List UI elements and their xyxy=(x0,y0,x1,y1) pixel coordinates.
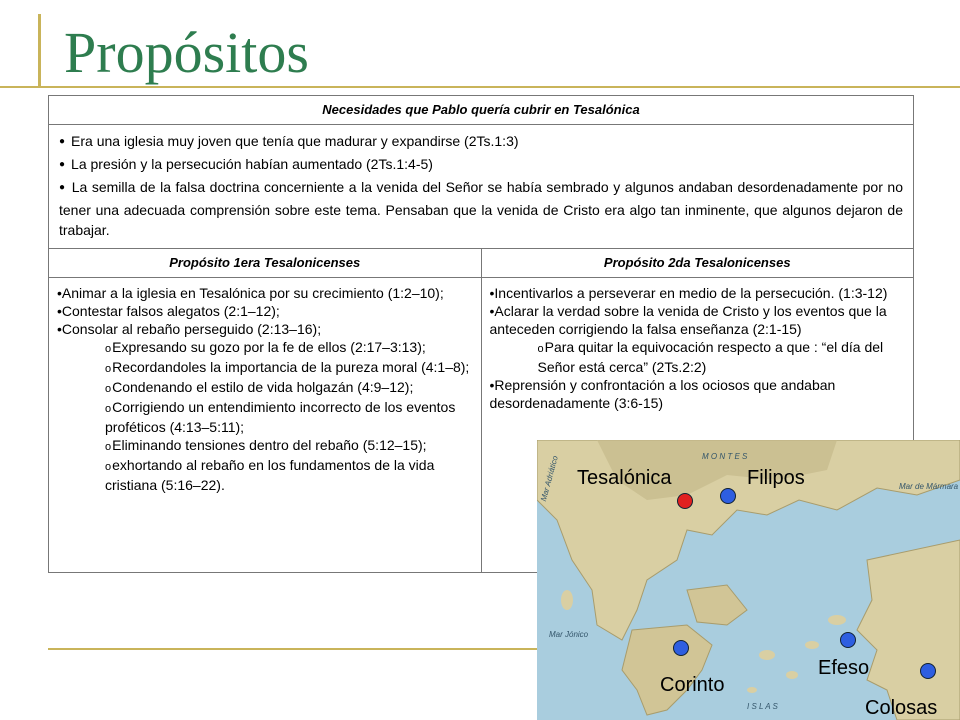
first-letter-header: Propósito 1era Tesalonicenses xyxy=(49,249,482,278)
map-sea-label: Mar de Mármara xyxy=(899,482,959,491)
list-item: •Contestar falsos alegatos (2:1–12); xyxy=(57,303,280,319)
bullet-icon: ● xyxy=(59,159,66,170)
attica-land xyxy=(687,585,747,625)
tesalonica-marker-icon xyxy=(677,493,693,509)
second-letter-header: Propósito 2da Tesalonicenses xyxy=(481,249,914,278)
footer-divider xyxy=(48,648,538,650)
map-islands-label: I S L A S xyxy=(747,702,778,711)
list-item: •Incentivarlos a perseverar en medio de la persecución. (1:3-12) xyxy=(489,285,888,301)
needs-header: Necesidades que Pablo quería cubrir en Tesalónica xyxy=(49,96,914,125)
peloponnese-land xyxy=(622,625,712,715)
first-letter-purposes xyxy=(49,278,482,573)
needs-list xyxy=(49,125,914,249)
needs-item: ● Era una iglesia muy joven que tenía que madurar y expandirse (2Ts.1:3) xyxy=(59,133,519,149)
sub-item: oEliminando tensiones dentro del rebaño (5:12–15); xyxy=(105,437,427,453)
sub-item: oPara quitar la equivocación respecto a que : “el día del Señor está cerca” (2Ts.2:2) xyxy=(537,339,884,375)
list-item: •Animar a la iglesia en Tesalónica por su crecimiento (1:2–10); xyxy=(57,285,444,301)
anatolia-land xyxy=(857,540,960,720)
island xyxy=(828,615,846,625)
island xyxy=(759,650,775,660)
map-sea-label: Mar Jónico xyxy=(549,630,589,639)
map-mountains-label: M O N T E S xyxy=(702,452,748,461)
greece-map xyxy=(537,440,960,720)
map-sea-label: Mar Adriático xyxy=(539,454,560,503)
sub-item: oExpresando su gozo por la fe de ellos (2:17–3:13); xyxy=(105,339,426,355)
bullet-icon: ● xyxy=(59,182,66,193)
list-item: •Consolar al rebaño perseguido (2:13–16); xyxy=(57,321,322,337)
sub-item: oexhortando al rebaño en los fundamentos de la vida cristiana (5:16–22). xyxy=(105,457,435,493)
sub-item: oRecordandoles la importancia de la pureza moral (4:1–8); xyxy=(105,359,470,375)
island xyxy=(786,671,798,679)
island xyxy=(747,687,757,693)
map-label-efeso: Efeso xyxy=(818,657,870,679)
filipos-marker-icon xyxy=(720,488,736,504)
map-label-colosas: Colosas xyxy=(865,697,938,719)
needs-item: ● La presión y la persecución habían aumentado (2Ts.1:4-5) xyxy=(59,156,433,172)
corinto-marker-icon xyxy=(673,640,689,656)
efeso-marker-icon xyxy=(840,632,856,648)
list-item: •Aclarar la verdad sobre la venida de Cristo y los eventos que la anteceden corrigiendo la falsa enseñanza (2:1-15) xyxy=(489,303,887,337)
map-label-corinto: Corinto xyxy=(660,674,725,696)
page-title: Propósitos xyxy=(64,20,309,85)
bullet-icon: ● xyxy=(59,136,66,147)
island xyxy=(561,590,573,610)
map-label-tesalonica: Tesalónica xyxy=(577,467,672,489)
list-item: •Reprensión y confrontación a los ociosos que andaban desordenadamente (3:6-15) xyxy=(489,377,836,411)
needs-item: ● La semilla de la falsa doctrina concerniente a la venida del Señor se había sembrado y algunos andaban desordenadamente por no tener una adecuada comprensión sobre este tema. Pensaban que la venida de Cristo era algo tan inminente, que algunos dejaron de trabajar. xyxy=(59,179,904,238)
map-label-filipos: Filipos xyxy=(747,467,805,489)
colosas-marker-icon xyxy=(920,663,936,679)
island xyxy=(805,641,819,649)
sub-item: oCorrigiendo un entendimiento incorrecto de los eventos proféticos (4:13–5:11); xyxy=(105,399,456,435)
title-accent-line xyxy=(38,14,41,88)
sub-item: oCondenando el estilo de vida holgazán (4:9–12); xyxy=(105,379,414,395)
